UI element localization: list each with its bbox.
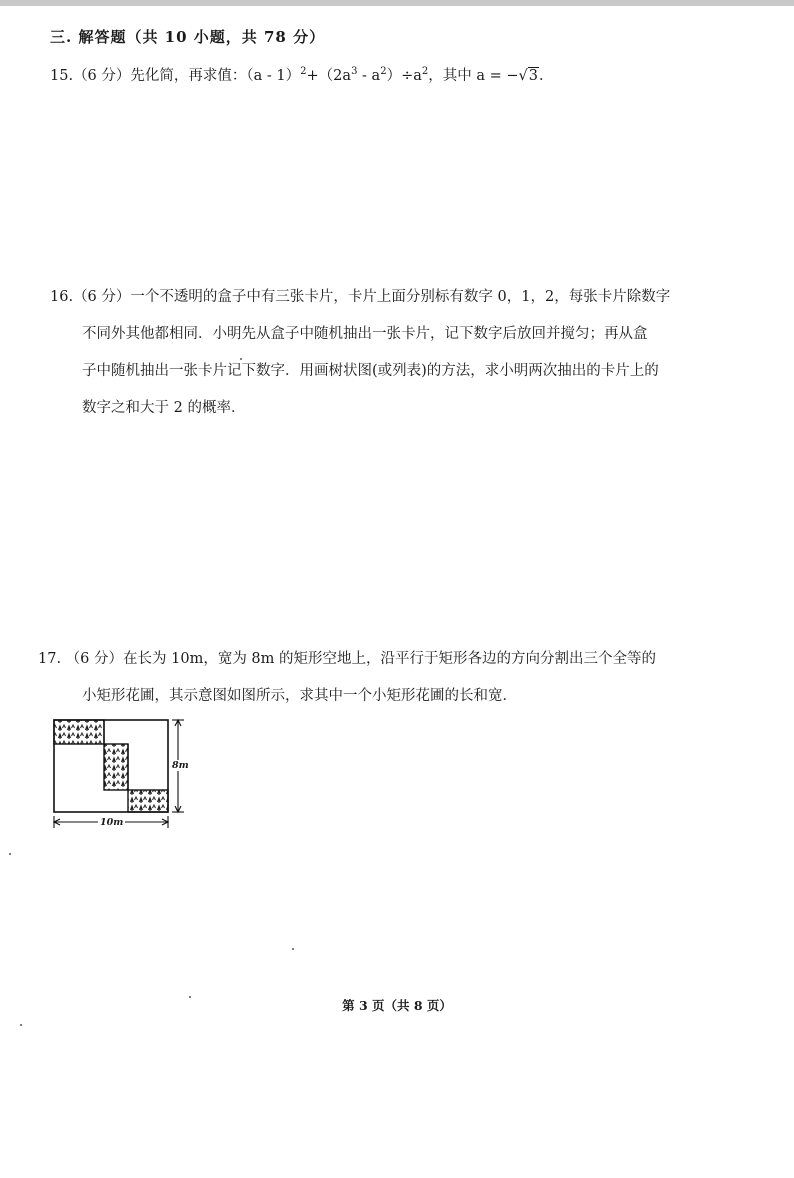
sentence-end: ． <box>539 67 554 84</box>
radicand: 3 <box>528 67 539 84</box>
question-15-term: - a <box>357 67 381 84</box>
page-footer: 第 3 页（共 8 页） <box>342 998 452 1013</box>
question-17-line-2: 小矩形花圃，其示意图如图所示，求其中一个小矩形花圃的长和宽． <box>82 688 517 704</box>
scan-top-edge <box>0 0 794 6</box>
scan-speck <box>292 948 294 950</box>
question-16-line-4: 数字之和大于 2 的概率． <box>82 400 246 416</box>
exponent: 2 <box>380 66 387 77</box>
garden-diagram <box>48 716 218 832</box>
garden-plot-2 <box>104 744 128 790</box>
question-score: （6 分） <box>73 289 131 305</box>
sqrt-expression: √3 <box>518 67 539 84</box>
question-15-term: ）÷a <box>386 67 422 84</box>
scan-speck <box>9 853 11 855</box>
question-15 <box>50 52 554 96</box>
section-heading: 三. 解答题（共 10 小题，共 78 分） <box>50 28 326 46</box>
question-score: （6 分） <box>73 67 131 84</box>
question-16-line-3: 子中随机抽出一张卡片记下数字．用画树状图(或列表)的方法，求小明两次抽出的卡片上的 <box>82 363 659 379</box>
garden-plot-3 <box>128 790 168 812</box>
scan-speck <box>20 1024 22 1026</box>
question-16-text: 一个不透明的盒子中有三张卡片，卡片上面分别标有数字 0，1，2，每张卡片除数字 <box>130 289 671 305</box>
question-score: （6 分） <box>65 651 124 667</box>
exponent: 2 <box>421 66 429 77</box>
width-label: 10m <box>100 817 124 828</box>
question-16-line-1 <box>50 279 750 316</box>
question-number: 15. <box>50 67 74 84</box>
question-number: 16. <box>50 289 74 305</box>
question-15-condition: ，其中 a = − <box>428 67 519 84</box>
scan-speck <box>240 358 242 360</box>
question-17-text: 在长为 10m，宽为 8m 的矩形空地上，沿平行于矩形各边的方向分割出三个全等的 <box>123 651 657 667</box>
exponent: 2 <box>300 66 307 77</box>
question-16 <box>50 279 750 427</box>
question-17-line-1 <box>38 641 748 678</box>
height-label: 8m <box>172 760 189 771</box>
question-number: 17. <box>38 651 62 667</box>
exponent: 3 <box>351 66 358 77</box>
scan-speck <box>189 996 191 998</box>
question-15-term: +（2a <box>306 67 352 84</box>
question-16-line-2: 不同外其他都相同．小明先从盒子中随机抽出一张卡片，记下数字后放回并搅匀；再从盒 <box>82 326 648 342</box>
question-15-text: 先化简，再求值：（a - 1） <box>130 67 301 84</box>
question-17 <box>38 641 748 715</box>
garden-plot-1 <box>54 720 104 744</box>
